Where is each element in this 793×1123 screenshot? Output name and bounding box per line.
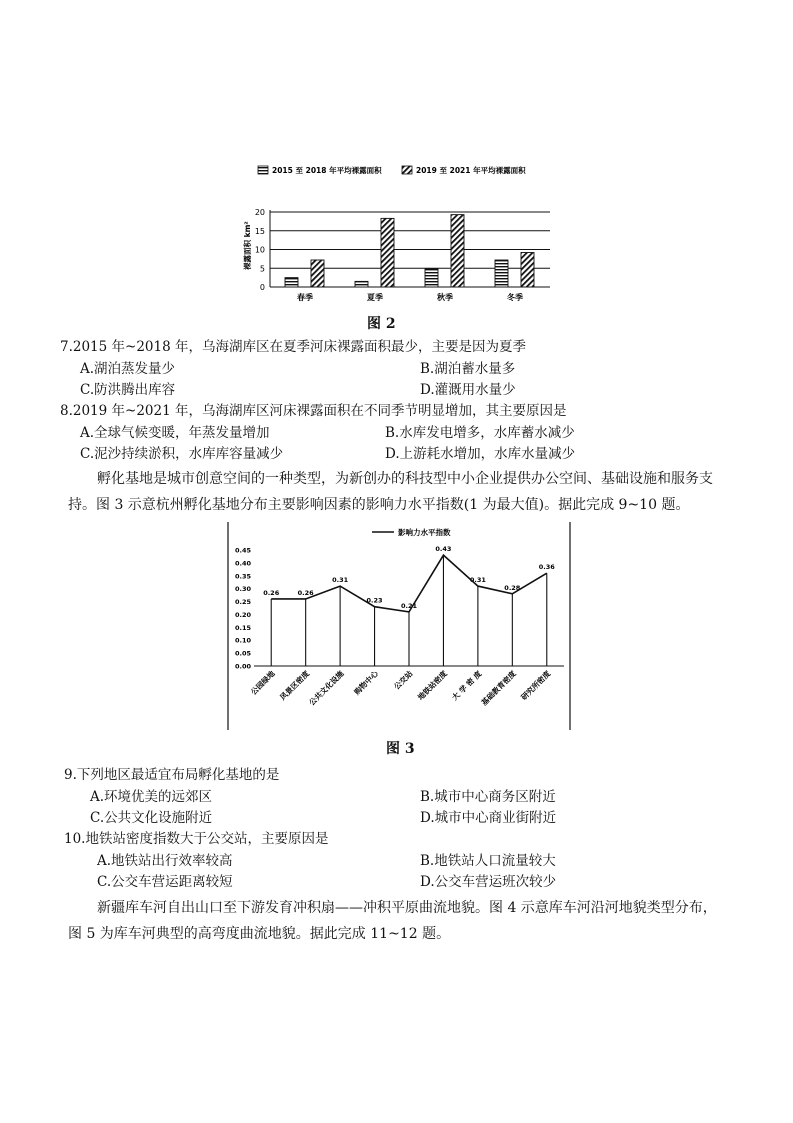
y-tick-label: 0.05 xyxy=(234,649,251,658)
y-tick-label: 10 xyxy=(254,245,265,255)
bar-series-1 xyxy=(495,260,508,287)
data-label: 0.31 xyxy=(469,576,486,585)
question-7-stem: 7.2015 年~2018 年，乌海湖库区在夏季河床裸露面积最少，主要是因为夏季 xyxy=(60,339,526,355)
figure-2-bar-chart xyxy=(230,158,570,306)
y-axis-label: 裸露面积 km² xyxy=(243,221,252,270)
y-tick-label: 0.25 xyxy=(234,598,251,607)
x-tick-label: 基础教育密度 xyxy=(479,669,518,708)
question-10-option-d: D.公交车营运班次较少 xyxy=(420,874,557,890)
question-10-option-c: C.公交车营运距离较短 xyxy=(97,874,233,890)
legend-swatch-series-2 xyxy=(402,166,412,174)
data-label: 0.21 xyxy=(400,601,418,610)
legend xyxy=(258,165,526,175)
y-tick-label: 0.40 xyxy=(234,559,251,568)
data-label: 0.43 xyxy=(435,545,452,554)
question-7-option-d: D.灌溉用水量少 xyxy=(420,382,516,398)
legend-swatch-series-1 xyxy=(258,166,268,174)
data-label: 0.36 xyxy=(538,563,555,572)
y-tick-label: 20 xyxy=(254,208,265,217)
data-label: 0.31 xyxy=(332,576,349,585)
bar-series-2 xyxy=(521,253,534,288)
y-tick-label: 0.10 xyxy=(234,636,251,645)
question-7-option-b: B.湖泊蓄水量多 xyxy=(420,361,516,377)
x-tick-label: 秋季 xyxy=(437,293,453,302)
question-8-stem: 8.2019 年~2021 年，乌海湖库区河床裸露面积在不同季节明显增加，其主要原因是 xyxy=(60,403,567,419)
x-tick-label: 购物中心 xyxy=(352,669,380,697)
x-tick-label: 公共文化设施 xyxy=(307,669,346,708)
question-8-option-d: D.上游耗水增加，水库水量减少 xyxy=(385,446,576,462)
question-7-option-c: C.防洪腾出库容 xyxy=(80,382,176,398)
legend-label-series-1: 2015 至 2018 年平均裸露面积 xyxy=(272,166,382,175)
x-tick-label: 公交站 xyxy=(392,669,415,692)
question-9-option-b: B.城市中心商务区附近 xyxy=(420,789,556,805)
bar-series-1 xyxy=(285,278,298,287)
question-10-option-b: B.地铁站人口流量较大 xyxy=(420,853,556,869)
x-tick-label: 风景区密度 xyxy=(278,669,312,702)
bar-series-1 xyxy=(355,281,368,287)
question-10-stem: 10.地铁站密度指数大于公交站，主要原因是 xyxy=(64,831,329,847)
x-tick-label: 夏季 xyxy=(367,293,383,302)
figure-2-caption: 图 2 xyxy=(367,316,396,332)
question-9-option-a: A.环境优美的远郊区 xyxy=(90,789,213,805)
y-tick-label: 0.35 xyxy=(234,572,251,581)
intro-paragraph-2-line-2: 图 5 为库车河典型的高弯度曲流地貌。据此完成 11~12 题。 xyxy=(68,926,451,942)
y-tick-label: 0.30 xyxy=(234,585,251,594)
x-tick-label: 春季 xyxy=(297,293,313,302)
question-8-option-a: A.全球气候变暖，年蒸发量增加 xyxy=(80,425,270,441)
y-tick-label: 5 xyxy=(259,264,265,274)
y-tick-label: 0.20 xyxy=(234,610,251,619)
bar-series-2 xyxy=(381,218,394,287)
x-tick-label: 地铁站密度 xyxy=(415,669,449,702)
data-label: 0.28 xyxy=(504,583,521,592)
legend-label-series-2: 2019 至 2021 年平均裸露面积 xyxy=(416,166,526,175)
figure-3-caption: 图 3 xyxy=(386,741,415,757)
question-10-option-a: A.地铁站出行效率较高 xyxy=(97,853,233,869)
figure-3-line-bar-chart xyxy=(222,520,578,732)
x-tick-label: 研究所密度 xyxy=(519,669,553,702)
question-7-option-a: A.湖泊蒸发量少 xyxy=(80,361,176,377)
bar-series-2 xyxy=(311,260,324,287)
x-tick-label: 大 学 密 度 xyxy=(450,669,484,703)
bar-series-1 xyxy=(425,269,438,287)
data-label: 0.23 xyxy=(366,596,383,605)
bar-series-2 xyxy=(451,215,464,287)
data-label: 0.26 xyxy=(297,588,314,597)
question-8-option-b: B.水库发电增多，水库蓄水减少 xyxy=(385,425,575,441)
question-9-stem: 9.下列地区最适宜布局孵化基地的是 xyxy=(64,767,280,783)
plot-area xyxy=(235,545,564,708)
x-tick-label: 冬季 xyxy=(507,293,523,302)
question-9-option-d: D.城市中心商业街附近 xyxy=(420,810,557,826)
y-tick-label: 0 xyxy=(259,283,265,292)
plot-area xyxy=(255,208,550,302)
question-9-option-c: C.公共文化设施附近 xyxy=(90,810,213,826)
intro-paragraph-2-line-1: 新疆库车河自出山口至下游发育冲积扇——冲积平原曲流地貌。图 4 示意库车河沿河地貌类型分布， xyxy=(97,900,717,916)
intro-paragraph-1-line-2: 持。图 3 示意杭州孵化基地分布主要影响因素的影响力水平指数(1 为最大值)。据此完成 9~10 题。 xyxy=(68,497,690,513)
legend-label: 影响力水平指数 xyxy=(398,528,451,537)
y-tick-label: 0.00 xyxy=(234,662,251,671)
intro-paragraph-1-line-1: 孵化基地是城市创意空间的一种类型，为新创办的科技型中小企业提供办公空间、基础设施和服务支 xyxy=(97,471,713,487)
y-tick-label: 0.45 xyxy=(234,546,251,555)
y-tick-label: 15 xyxy=(254,226,265,236)
question-8-option-c: C.泥沙持续淤积，水库库容量减少 xyxy=(80,446,284,462)
x-tick-label: 公园绿地 xyxy=(249,669,277,697)
data-label: 0.26 xyxy=(263,588,280,597)
y-tick-label: 0.15 xyxy=(234,623,251,632)
